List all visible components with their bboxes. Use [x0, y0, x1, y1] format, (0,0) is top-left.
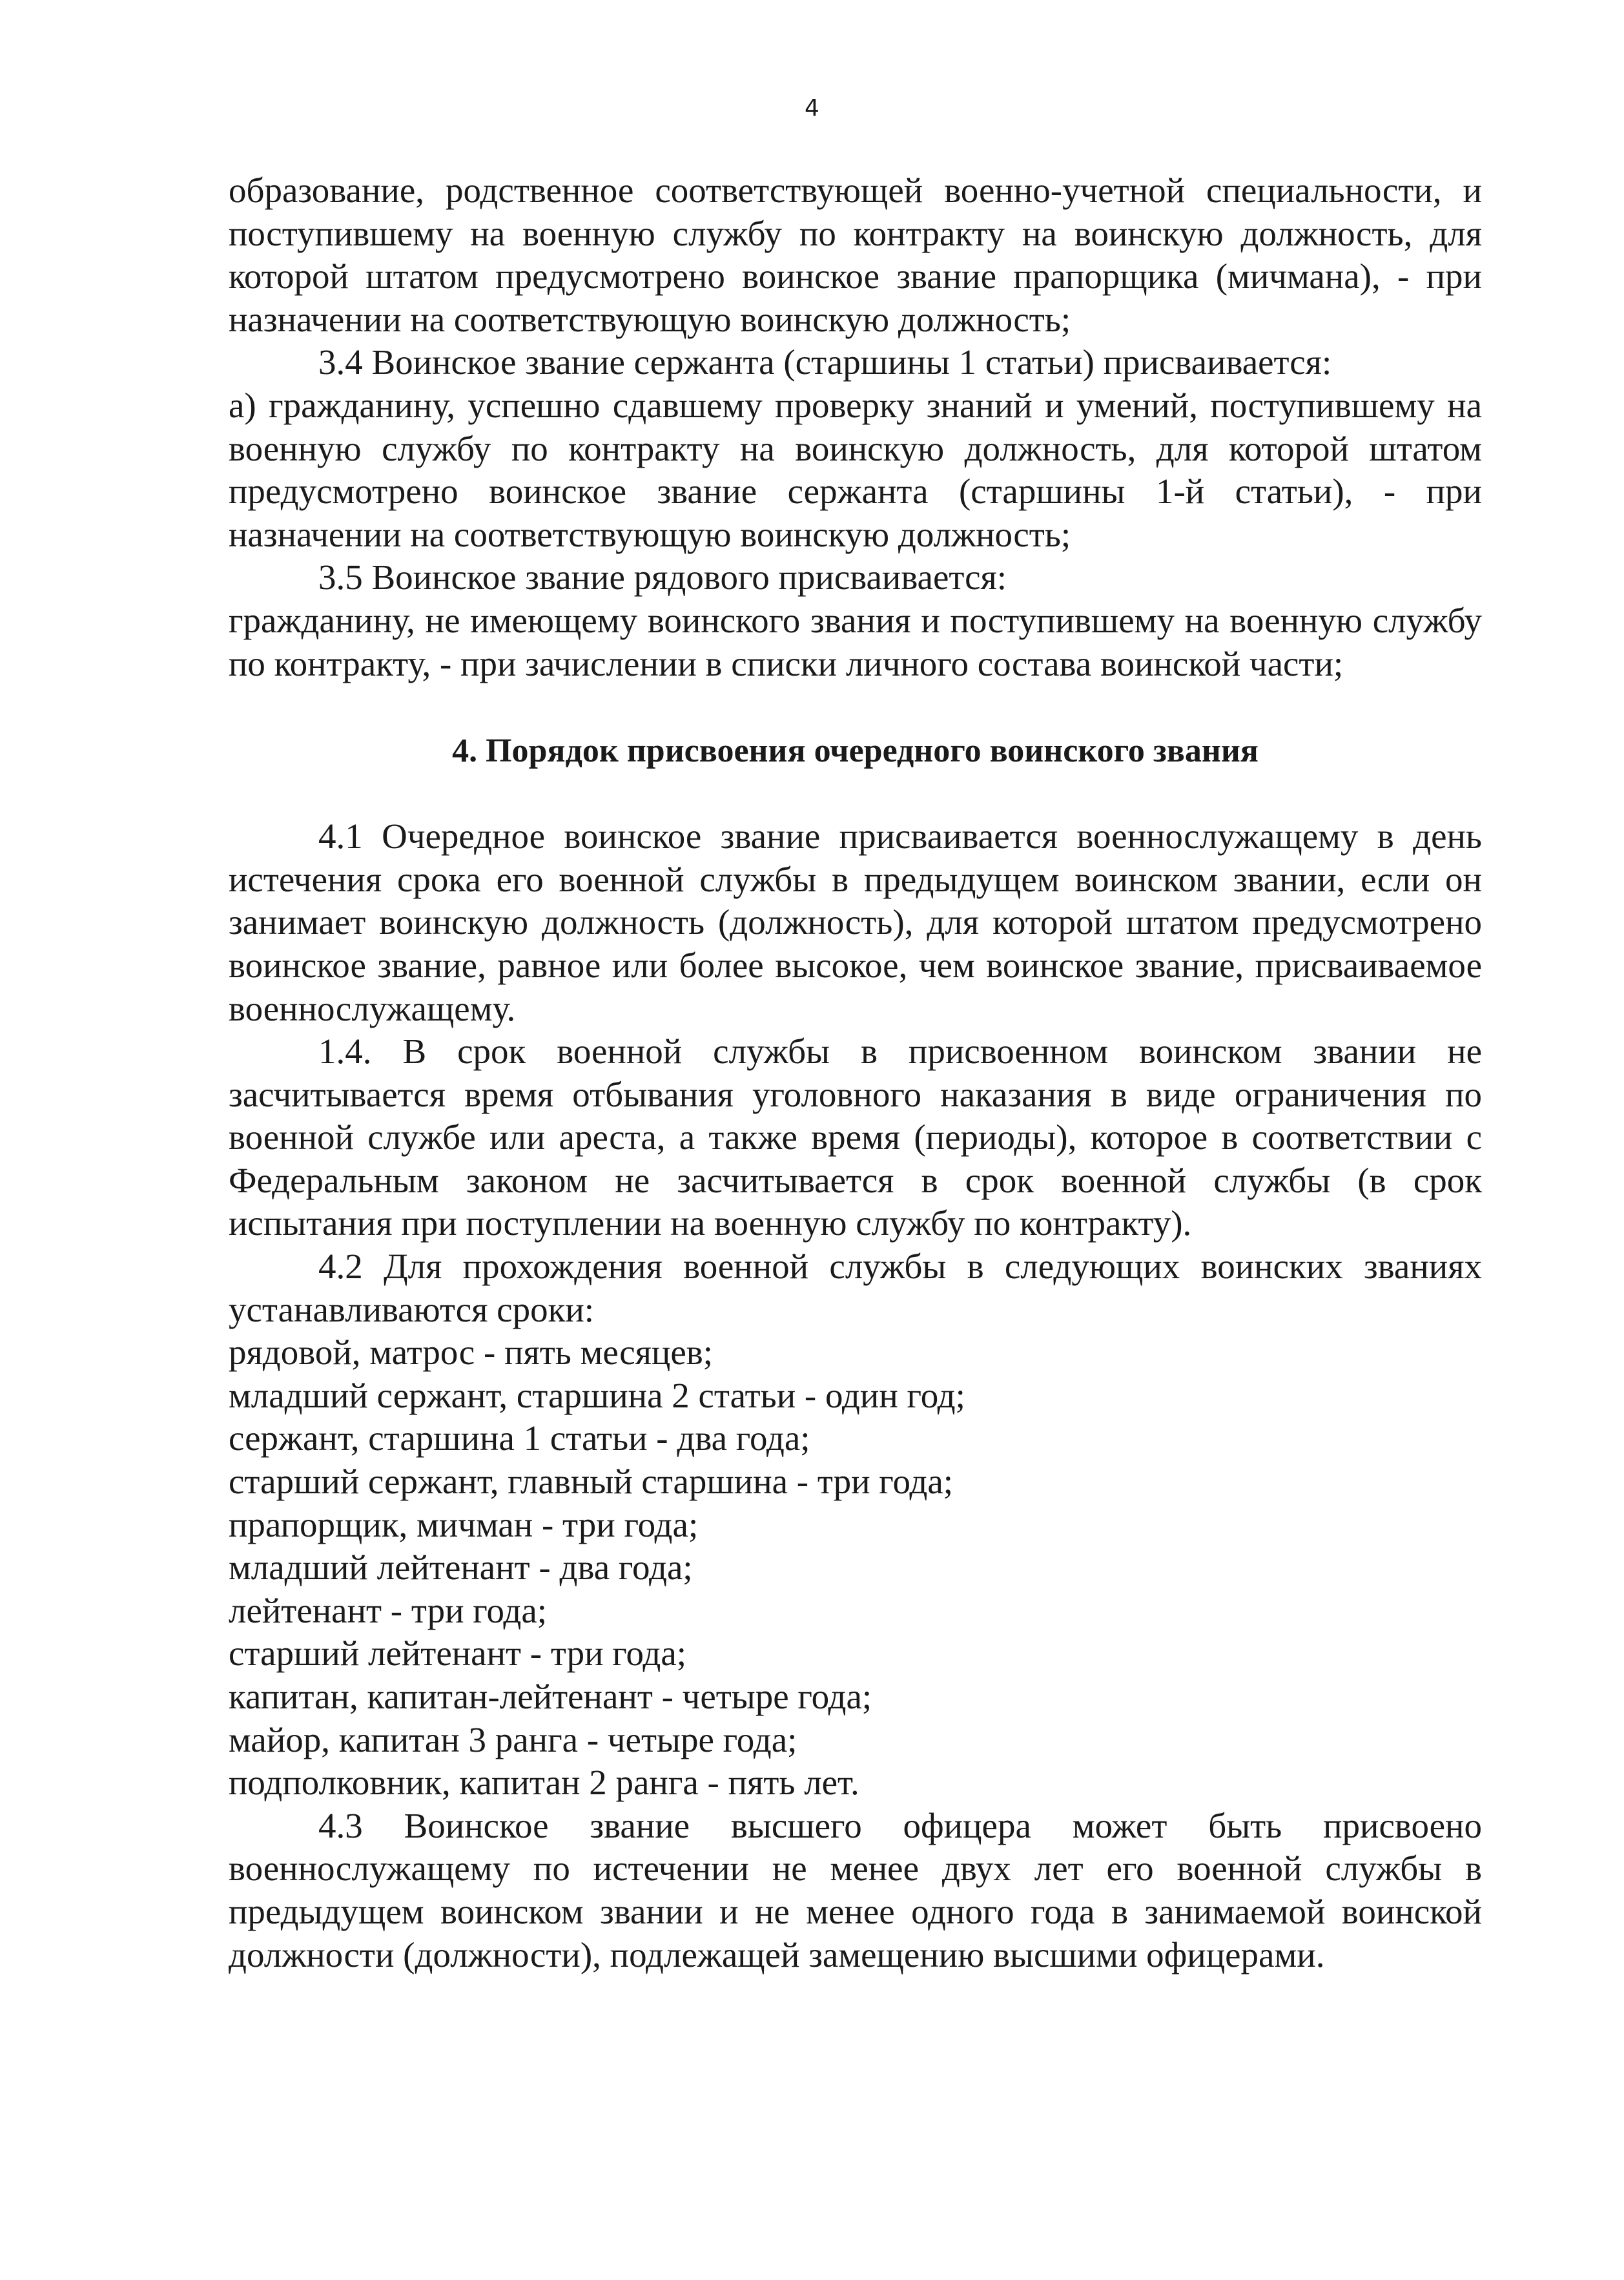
list-item: младший лейтенант - два года; [229, 1548, 693, 1588]
service-terms-list [229, 1331, 1482, 1805]
list-item: лейтенант - три года; [229, 1590, 548, 1630]
clause-3-4-text: а) гражданину, успешно сдавшему проверку знаний и умений, поступившему на военную службу по контракту на воинскую должность, для которой штатом предусмотрено воинское звание сержанта (старшины 1-й статьи), - при назначении на соответствующую воинскую должность; [229, 385, 1482, 554]
list-item: старший сержант, главный старшина - три года; [229, 1462, 954, 1502]
clause-3-5-title: 3.5 Воинское звание рядового присваивается: [318, 557, 1007, 597]
document-body [229, 169, 1482, 1976]
clause-3-5-text: гражданину, не имеющему воинского звания и поступившему на военную службу по контракту, - при зачислении в списки личного состава воинской части; [229, 600, 1482, 683]
section-4-heading: 4. Порядок присвоения очередного воинского звания [452, 732, 1259, 770]
list-item: прапорщик, мичман - три года; [229, 1504, 699, 1544]
list-item: младший сержант, старшина 2 статьи - один год; [229, 1375, 965, 1415]
list-item: майор, капитан 3 ранга - четыре года; [229, 1719, 797, 1759]
section-3-intro-paragraph: образование, родственное соответствующей военно-учетной специальности, и поступившему на военную службу по контракту на воинскую должность, для которой штатом предусмотрено воинское звание прапорщика (мичмана), - при назначении на соответствующую воинскую должность; [229, 171, 1482, 339]
list-item: рядовой, матрос - пять месяцев; [229, 1332, 714, 1373]
list-item: сержант, старшина 1 статьи - два года; [229, 1418, 810, 1458]
list-item: старший лейтенант - три года; [229, 1633, 687, 1674]
clause-4-2-intro: 4.2 Для прохождения военной службы в следующих воинских званиях устанавливаются сроки: [229, 1247, 1482, 1329]
page-number: 4 [805, 95, 819, 121]
clause-4-1: 4.1 Очередное воинское звание присваивается военнослужащему в день истечения срока его военной службы в предыдущем воинском звании, если он занимает воинскую должность (должность), для которой штатом предусмотрено воинское звание, равное или более высокое, чем воинское звание, присваиваемое военнослужащему. [229, 816, 1482, 1028]
clause-4-3: 4.3 Воинское звание высшего офицера может быть присвоено военнослужащему по истечении не менее двух лет его военной службы в предыдущем воинском звании и не менее одного года в занимаемой воинской должности (должности), подлежащей замещению высшими офицерами. [229, 1805, 1482, 1974]
clause-3-4-title: 3.4 Воинское звание сержанта (старшины 1 статьи) присваивается: [318, 342, 1332, 382]
list-item: подполковник, капитан 2 ранга - пять лет. [229, 1763, 859, 1803]
list-item: капитан, капитан-лейтенант - четыре года; [229, 1677, 872, 1716]
clause-1-4: 1.4. В срок военной службы в присвоенном воинском звании не засчитывается время отбывания уголовного наказания в виде ограничения по военной службе или ареста, а также время (периоды), которое в соответствии с Федеральным законом не засчитывается в срок военной службы (в срок испытания при поступлении на военную службу по контракту). [229, 1031, 1482, 1243]
